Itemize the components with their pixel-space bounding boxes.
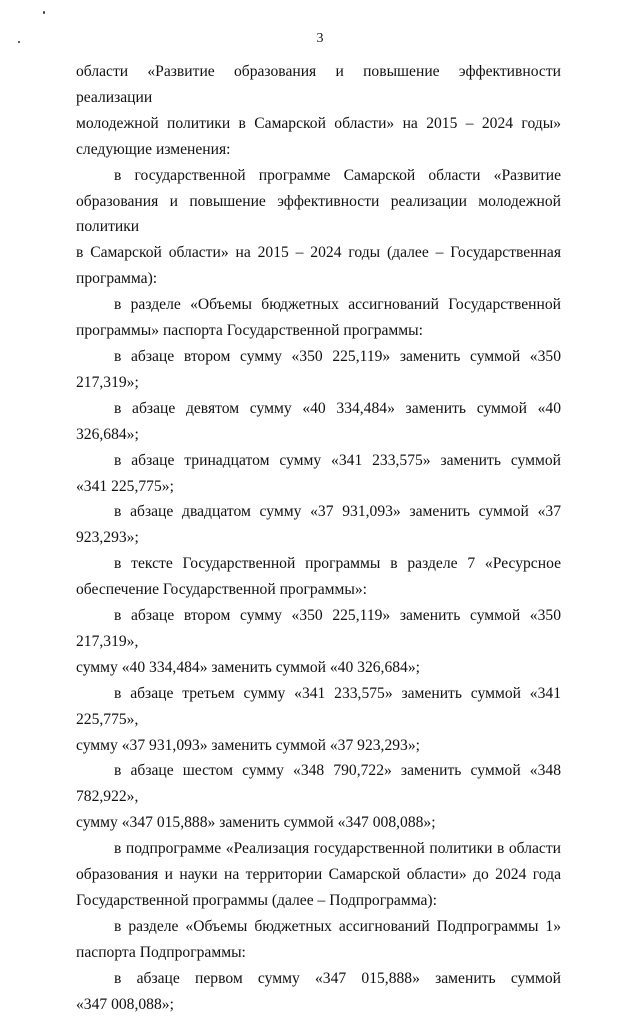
text-line: образования и науки на территории Самарской области» до 2024 года	[76, 866, 561, 884]
text-line: «347 008,088»;	[76, 995, 174, 1013]
text-line: «341 225,775»;	[76, 477, 174, 495]
text-line: сумму «37 931,093» заменить суммой «37 923,293»;	[76, 736, 420, 754]
text-line: программа):	[76, 270, 158, 288]
text-line: молодежной политики в Самарской области» на 2015 – 2024 годы»	[76, 114, 561, 132]
page-number: 3	[316, 31, 324, 46]
text-line: в абзаце третьем сумму «341 233,575» заменить суммой «341 225,775»,	[76, 684, 561, 728]
text-line: в абзаце втором сумму «350 225,119» заменить суммой «350 217,319»,	[76, 607, 561, 650]
text-line: в абзаце первом сумму «347 015,888» заменить суммой	[114, 969, 561, 987]
text-line: в разделе «Объемы бюджетных ассигнований Подпрограммы 1»	[114, 917, 561, 935]
text-line: образования и повышение эффективности реализации молодежной политики	[76, 192, 561, 236]
text-line: в абзаце шестом сумму «348 790,722» заменить суммой «348 782,922»,	[76, 762, 561, 806]
text-line: в абзаце втором сумму «350 225,119» заменить суммой «350 217,319»;	[76, 347, 561, 391]
text-line: в подпрограмме «Реализация государственной политики в области	[114, 840, 561, 858]
text-line: сумму «347 015,888» заменить суммой «347 008,088»;	[76, 814, 436, 832]
text-line: в абзаце тринадцатом сумму «341 233,575» заменить суммой	[114, 451, 561, 469]
document-body	[76, 59, 561, 1018]
text-line: в государственной программе Самарской области «Развитие	[114, 166, 561, 184]
text-line: следующие изменения:	[76, 140, 231, 158]
text-line: обеспечение Государственной программы»:	[76, 581, 367, 599]
text-line: паспорта Подпрограммы:	[76, 943, 246, 961]
text-line: в тексте Государственной программы в разделе 7 «Ресурсное	[114, 555, 561, 573]
text-line: в абзаце двадцатом сумму «37 931,093» заменить суммой «37 923,293»;	[76, 503, 561, 547]
text-line: области «Развитие образования и повышение эффективности реализации	[76, 63, 561, 106]
text-line: программы» паспорта Государственной программы:	[76, 322, 423, 340]
text-line: в Самарской области» на 2015 – 2024 годы (далее – Государственная	[76, 244, 561, 262]
text-line: в абзаце девятом сумму «40 334,484» заменить суммой «40 326,684»;	[76, 399, 561, 443]
scan-speck	[43, 11, 45, 14]
text-line: в разделе «Объемы бюджетных ассигнований Государственной	[114, 296, 561, 314]
text-line: Государственной программы (далее – Подпрограмма):	[76, 892, 437, 909]
text-line: сумму «40 334,484» заменить суммой «40 326,684»;	[76, 658, 420, 676]
